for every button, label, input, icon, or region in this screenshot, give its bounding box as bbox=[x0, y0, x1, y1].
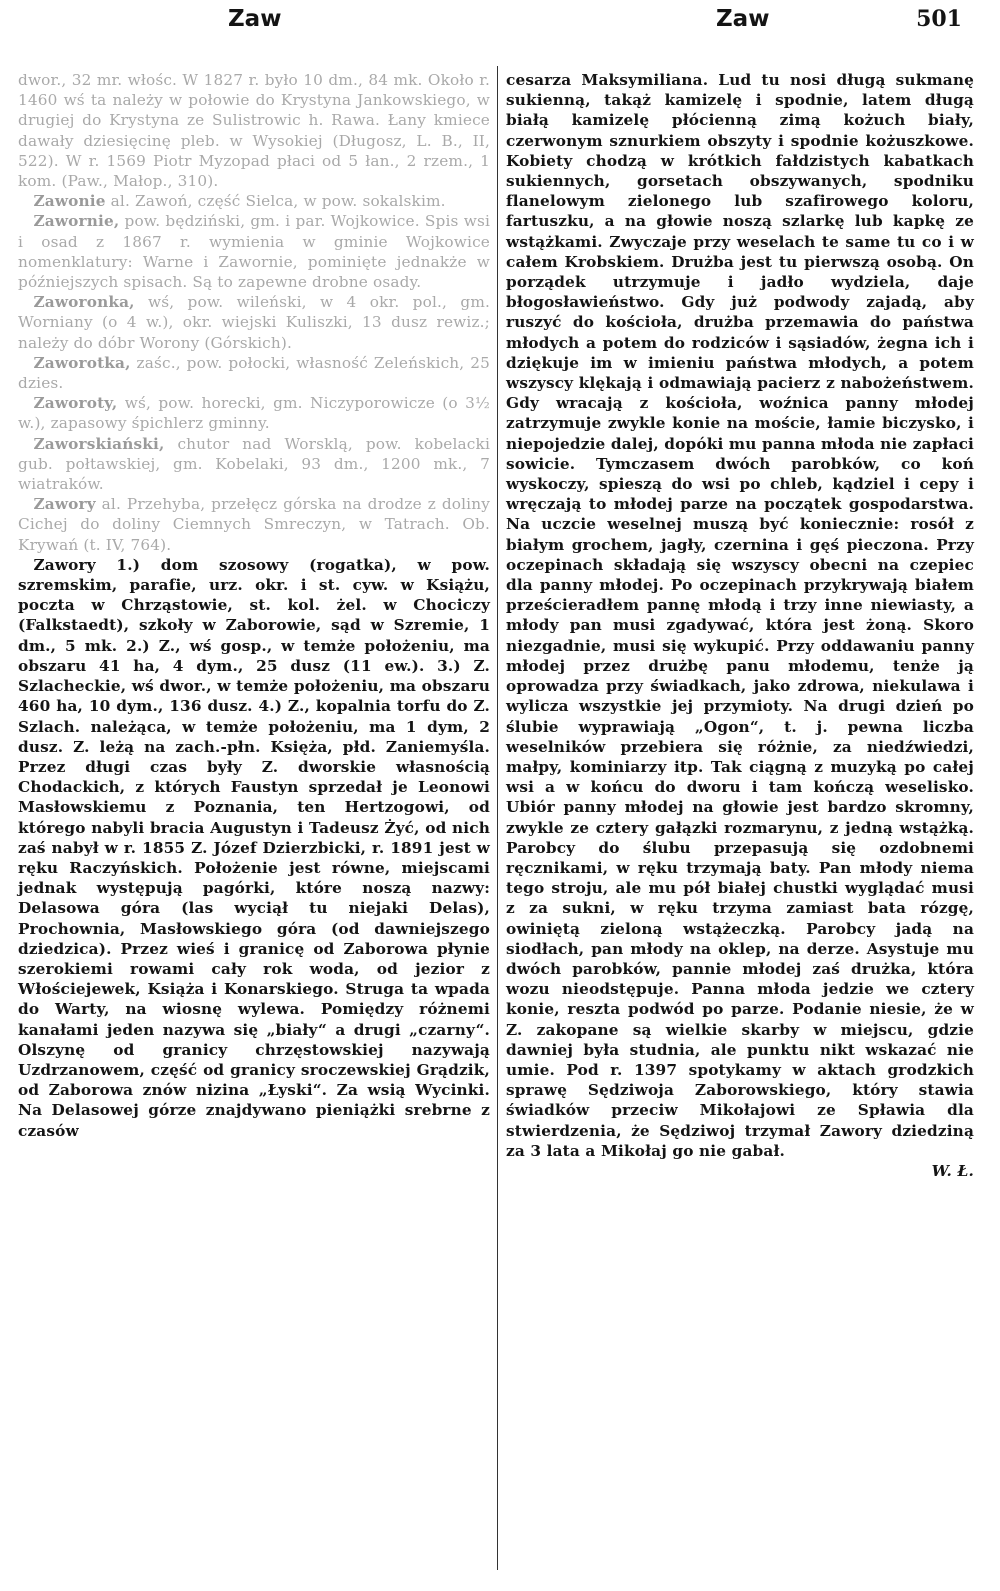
main-entry-headword: Zawory bbox=[33, 555, 96, 574]
entry-text: al. Zawoń, część Sielca, w pow. sokalskim. bbox=[105, 192, 446, 211]
right-column bbox=[506, 70, 974, 1181]
dictionary-entry bbox=[18, 292, 490, 353]
entry-text: wś, pow. wileński, w 4 okr. pol., gm. Worniany (o 4 w.), okr. wiejski Kuliszki, 13 dusz rewiz.; należy do dóbr Worony (Górskich). bbox=[18, 293, 490, 352]
dictionary-entry bbox=[18, 191, 490, 211]
entry-text: pow. będziński, gm. i par. Wojkowice. Spis wsi i osad z 1867 r. wymienia w gminie Wojkowice nomenklatury: Warne i Zawornie, pominięte jednakże w późniejszych spisach. Są to zapewne drobne osady. bbox=[18, 212, 490, 292]
entry-headword: Zaworonka, bbox=[33, 293, 135, 312]
running-header-right: Zaw bbox=[716, 6, 770, 32]
main-entry bbox=[18, 555, 490, 1141]
dictionary-entry bbox=[18, 353, 490, 393]
column-divider bbox=[497, 66, 498, 1570]
entry-headword: Zaworskiański, bbox=[33, 434, 165, 453]
page-number: 501 bbox=[916, 6, 962, 32]
dictionary-entry bbox=[18, 434, 490, 495]
author-signature: W. Ł. bbox=[931, 1161, 974, 1180]
entry-text: dwor., 32 mr. włośc. W 1827 r. było 10 dm., 84 mk. Około r. 1460 wś ta należy w połowie do Krystyna Jankowskiego, w drugiej do Krystyna ze Sulistrowic h. Rawa. Łany kmiece dawały dziesięcinę pleb. w Wysokiej (Długosz, L. B., II, 522). W r. 1569 Piotr Myzopad płaci od 5 łan., 2 rzem., 1 kom. (Paw., Małop., 310). bbox=[18, 71, 490, 191]
main-entry-text: 1.) dom szosowy (rogatka), w pow. szremskim, parafie, urz. okr. i st. cyw. w Książu, poczta w Chrząstowie, st. kol. żel. w Chociczy (Falkstaedt), szkoły w Zaborowie, sąd w Szremie, 1 dm., 5 mk. 2.) Z., wś gosp., w temże położeniu, ma obszaru 41 ha, 4 dym., 25 dusz (11 ew.). 3.) Z. Szlacheckie, wś dwor., w temże położeniu, ma obszaru 460 ha, 10 dym., 136 dusz. 4.) Z., kopalnia torfu do Z. Szlach. należąca, w temże położeniu, ma 1 dym, 2 dusz. Z. leżą na zach.-płn. Księża, płd. Zaniemyśla. Przez długi czas były Z. dworskie własnością Chodackich, z których Faustyn sprzedał je Leonowi Masłowskiemu z Poznania, ten Hertzogowi, od którego nabyli bracia Augustyn i Tadeusz Żyć, od nich zaś nabył w r. 1855 Z. Józef Dzierzbicki, r. 1891 jest w ręku Raczyńskich. Położenie jest równe, miejscami jednak występują pagórki, które noszą nazwy: Delasowa góra (las wyciął tu niejaki Delas), Prochownia, Masłowskiego góra (od dawniejszego dziedzica). Przez wieś i granicę od Zaborowa płynie szerokiemi rowami cały rok woda, od jezior z Włościejewek, Książa i Konarskiego. Struga ta wpada do Warty, na wiosnę wylewa. Pomiędzy różnemi kanałami jeden nazywa się „biały“ a drugi „czarny“. Olszynę od granicy chrzęstowskiej nazywają Uzdrzanowem, część od granicy sroczewskiej Grądzik, od Zaborowa znów nizina „Łyski“. Za wsią Wycinki. Na Delasowej górze znajdywano pieniążki srebrne z czasów bbox=[18, 555, 490, 1140]
dictionary-entry bbox=[18, 393, 490, 433]
entry-headword: Zawory bbox=[33, 495, 96, 514]
entry-text: chutor nad Worsklą, pow. kobelacki gub. połtawskiej, gm. Kobelaki, 93 dm., 1200 mk., 7 wiatraków. bbox=[18, 434, 490, 494]
dictionary-entry bbox=[18, 211, 490, 292]
entry-text: wś, pow. horecki, gm. Niczyporowicze (o 3½ w.), zapasowy śpichlerz gminny. bbox=[18, 394, 490, 433]
entry-headword: Zaworotka, bbox=[33, 353, 131, 372]
right-column-text: cesarza Maksymiliana. Lud tu nosi długą sukmanę sukienną, takąż kamizelę i spodnie, latem długą białą kamizelę płócienną zimą kożuch biały, czerwonym sznurkiem obszyty i spodnie kożuszkowe. Kobiety chodzą w krótkich fałdzistych kabatkach sukiennych, gorsetach obszywanych, spodniku flanelowym zielonego lub szafirowego koloru, fartuszku, a na głowie noszą szlarkę lub kapkę ze wstążkami. Zwyczaje przy weselach te same tu co i w całem Krobskiem. Drużba jest tu pierwszą osobą. On porządek utrzymuje i jadło wydziela, daje błogosławieństwo. Gdy już podwody zajadą, aby ruszyć do kościoła, drużba przemawia do państwa młodych a potem do rodziców i sąsiadów, żegna ich i dziękuje im w imieniu państwa młodych, a potem wszyscy klękają i odmawiają pacierz z nabożeństwem. Gdy wracają z kościoła, woźnica panny młodej zatrzymuje zwykle konie na moście, łamie biczysko, i niepojedzie dalej, dopóki mu panna młoda nie zapłaci sowicie. Tymczasem dwóch parobków, co koń wyskoczy, spieszą do wsi po chleb, kądziel i cepy i wręczają to młodej parze na początek gospodarstwa. Na uczcie weselnej muszą być koniecznie: rosół z białym grochem, jagły, czernina i gęś pieczona. Przy oczepinach składają się wszyscy obecni na czepiec dla panny młodej. Po oczepinach przykrywają białem prześcieradłem pannę młodą i trzy inne niewiasty, a młody pan musi zgadywać, która jest żoną. Skoro niezgadnie, musi się wykupić. Przy oddawaniu panny młodej przez drużbę panu młodemu, tenże ją oprowadza przy świadkach, jako zdrowa, niekulawa i wylicza wszystkie jej przymioty. Na drugi dzień po ślubie wyprawiają „Ogon“, t. j. pewna liczba weselników przebiera się różnie, za niedźwiedzi, małpy, kominiarzy itp. Tak ciągną z muzyką po całej wsi a w końcu do dworu i tam kończą weselisko. Ubiór panny młodej na głowie jest bardzo skromny, zwykle ze cztery gałązki rozmarynu, z jedną wstążką. Parobcy do ślubu przepasują się ozdobnemi ręcznikami, w ręku trzymają baty. Pan młody niema tego stroju, ale mu pół białej chustki wyglądać musi z za sukni, w ręku trzyma zamiast bata rózgę, owiniętą zieloną wstążeczką. Parobcy jadą na siodłach, pan młody na oklep, na derze. Asystuje mu dwóch parobków, pannie młodej zaś drużka, która wozu nieodstępuje. Panna młoda jedzie we cztery konie, reszta podwód po parze. Podanie niesie, że w Z. zakopane są wielkie skarby w miejscu, gdzie dawniej była studnia, ale punktu nikt wskazać nie umie. Pod r. 1397 spotykamy w aktach grodzkich sprawę Sędziwoja Zaborowskiego, który stawia świadków przeciw Mikołajowi ze Spławia dla stwierdzenia, że Sędziwoj trzymał Zawory dziedziną za 3 lata a Mikołaj go nie gabał. bbox=[506, 71, 974, 1160]
entry-headword: Zawonie bbox=[33, 192, 106, 211]
entry-headword: Zaworoty, bbox=[33, 394, 118, 413]
dictionary-entry bbox=[18, 70, 490, 191]
running-header-left: Zaw bbox=[228, 6, 282, 32]
entry-text: al. Przehyba, przełęcz górska na drodze z doliny Cichej do doliny Ciemnych Smreczyn, w Tatrach. Ob. Krywań (t. IV, 764). bbox=[18, 495, 490, 554]
left-column bbox=[18, 70, 490, 1141]
entry-headword: Zawornie, bbox=[33, 212, 120, 231]
entry-text: zaśc., pow. połocki, własność Zeleńskich, 25 dzies. bbox=[18, 353, 490, 393]
faded-entries bbox=[18, 70, 490, 555]
dictionary-entry bbox=[18, 494, 490, 555]
